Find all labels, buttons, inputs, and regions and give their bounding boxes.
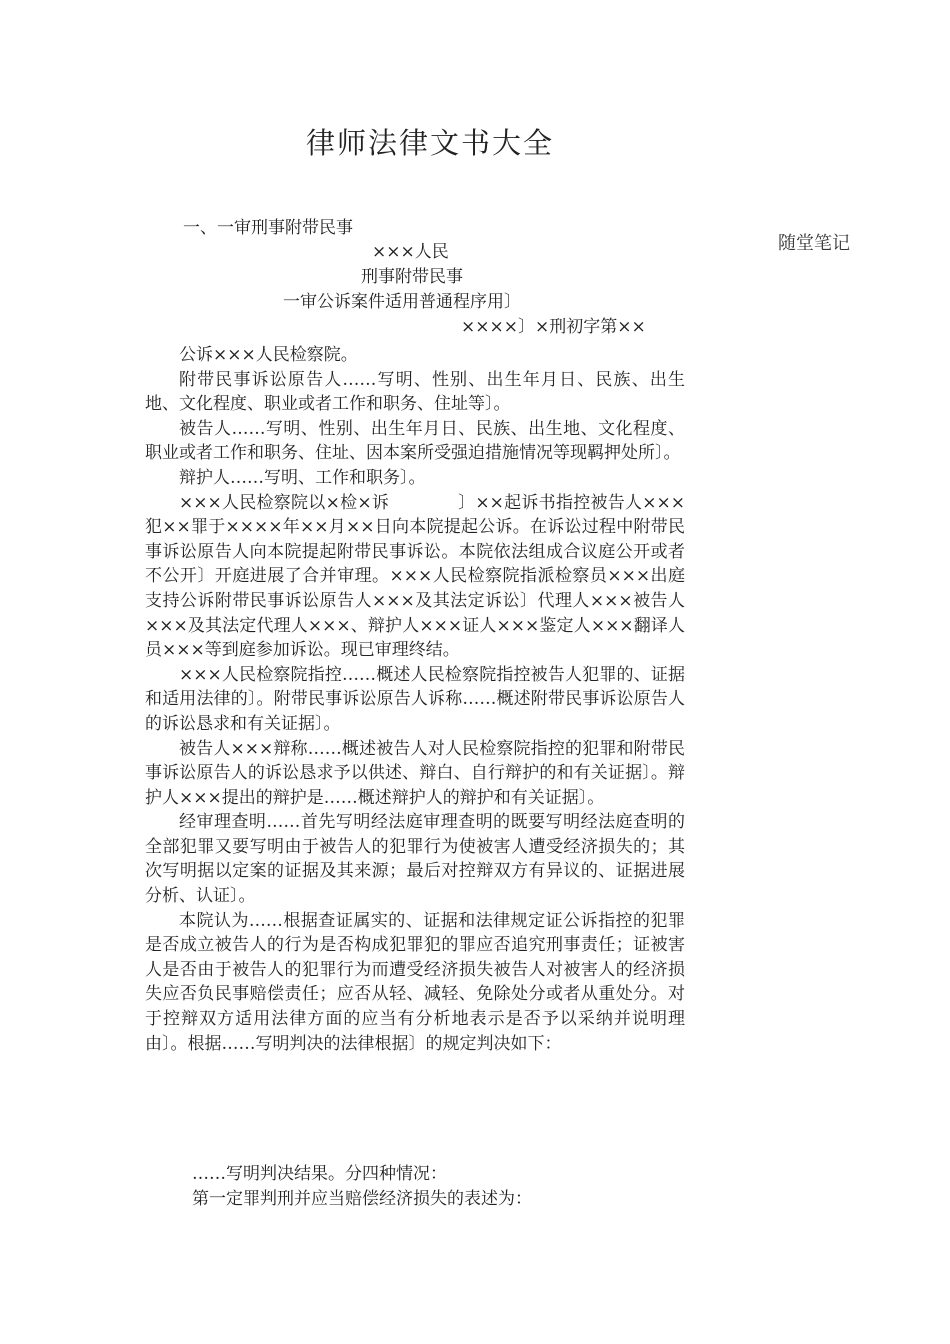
side-note: 随堂笔记 [778,233,850,254]
paragraph-court-opinion: 本院认为……根据查证属实的、证据和法律规定证公诉指控的犯罪是否成立被告人的行为是否构成犯罪犯的罪应否追究刑事责任；证被害人是否由于被告人的犯罪行为而遭受经济损失被告人对被害人的经济损失应否负民事赔偿责任；应否从轻、减轻、免除处分或者从重处分。对于控辩双方适用法律方面的应当有分析地表示是否予以采纳并说明理由〕。根据……写明判决的法律根据〕的规定判决如下： [145,910,685,1054]
paragraph-defense: 被告人×××辩称……概述被告人对人民检察院指控的犯罪和附带民事诉讼原告人的诉讼恳求予以供述、辩白、自行辩护的和有关证据〕。辩护人×××提出的辩护是……概述辩护人的辩护和有关证据〕。 [145,738,685,808]
court-name-line: ×××人民 [372,242,449,262]
paragraph-defender: 辩护人……写明、工作和职务〕。 [179,467,426,488]
paragraph-accusation: ×××人民检察院指控……概述人民检察院指控被告人犯罪的、证据和适用法律的〕。附带民事诉讼原告人诉称……概述附带民事诉讼原告人的诉讼恳求和有关证据〕。 [145,664,685,734]
paragraph-prosecutor: 公诉×××人民检察院。 [179,345,358,365]
document-body [145,343,685,1056]
paragraph-findings: 经审理查明……首先写明经法庭审理查明的既要写明经法庭查明的全部犯罪又要写明由于被告人的犯罪行为使被害人遭受经济损失的；其次写明据以定案的证据及其来源；最后对控辩双方有异议的、证据进展分析、认证〕。 [145,812,685,907]
judgment-case-one-line: 第一定罪判刑并应当赔偿经济损失的表述为： [192,1189,532,1209]
case-number-line: ××××〕×刑初字第×× [461,317,646,337]
section-heading: 一、一审刑事附带民事 [183,218,353,238]
procedure-line: 一审公诉案件适用普通程序用〕 [283,292,521,312]
case-type-line: 刑事附带民事 [361,267,463,287]
paragraph-case-history: ×××人民检察院以×检×诉 〕××起诉书指控被告人×××犯××罪于××××年××月××日向本院提起公诉。在诉讼过程中附带民事诉讼原告人向本院提起附带民事诉讼。本院依法组成合议庭公开或者不公开〕开庭进展了合并审理。×××人民检察院指派检察员×××出庭支持公诉附带民事诉讼原告人×××及其法定诉讼〕代理人×××被告人×××及其法定代理人×××、辩护人×××证人×××鉴定人×××翻译人员×××等到庭参加诉讼。现已审理终结。 [145,492,685,661]
paragraph-civil-plaintiff: 附带民事诉讼原告人……写明、性别、出生年月日、民族、出生地、文化程度、职业或者工作和职务、住址等〕。 [145,369,685,415]
paragraph-defendant: 被告人……写明、性别、出生年月日、民族、出生地、文化程度、职业或者工作和职务、住址、因本案所受强迫措施情况等现羁押处所〕。 [145,418,685,464]
document-title: 律师法律文书大全 [305,126,554,160]
judgment-result-line: ……写明判决结果。分四种情况： [192,1164,447,1184]
